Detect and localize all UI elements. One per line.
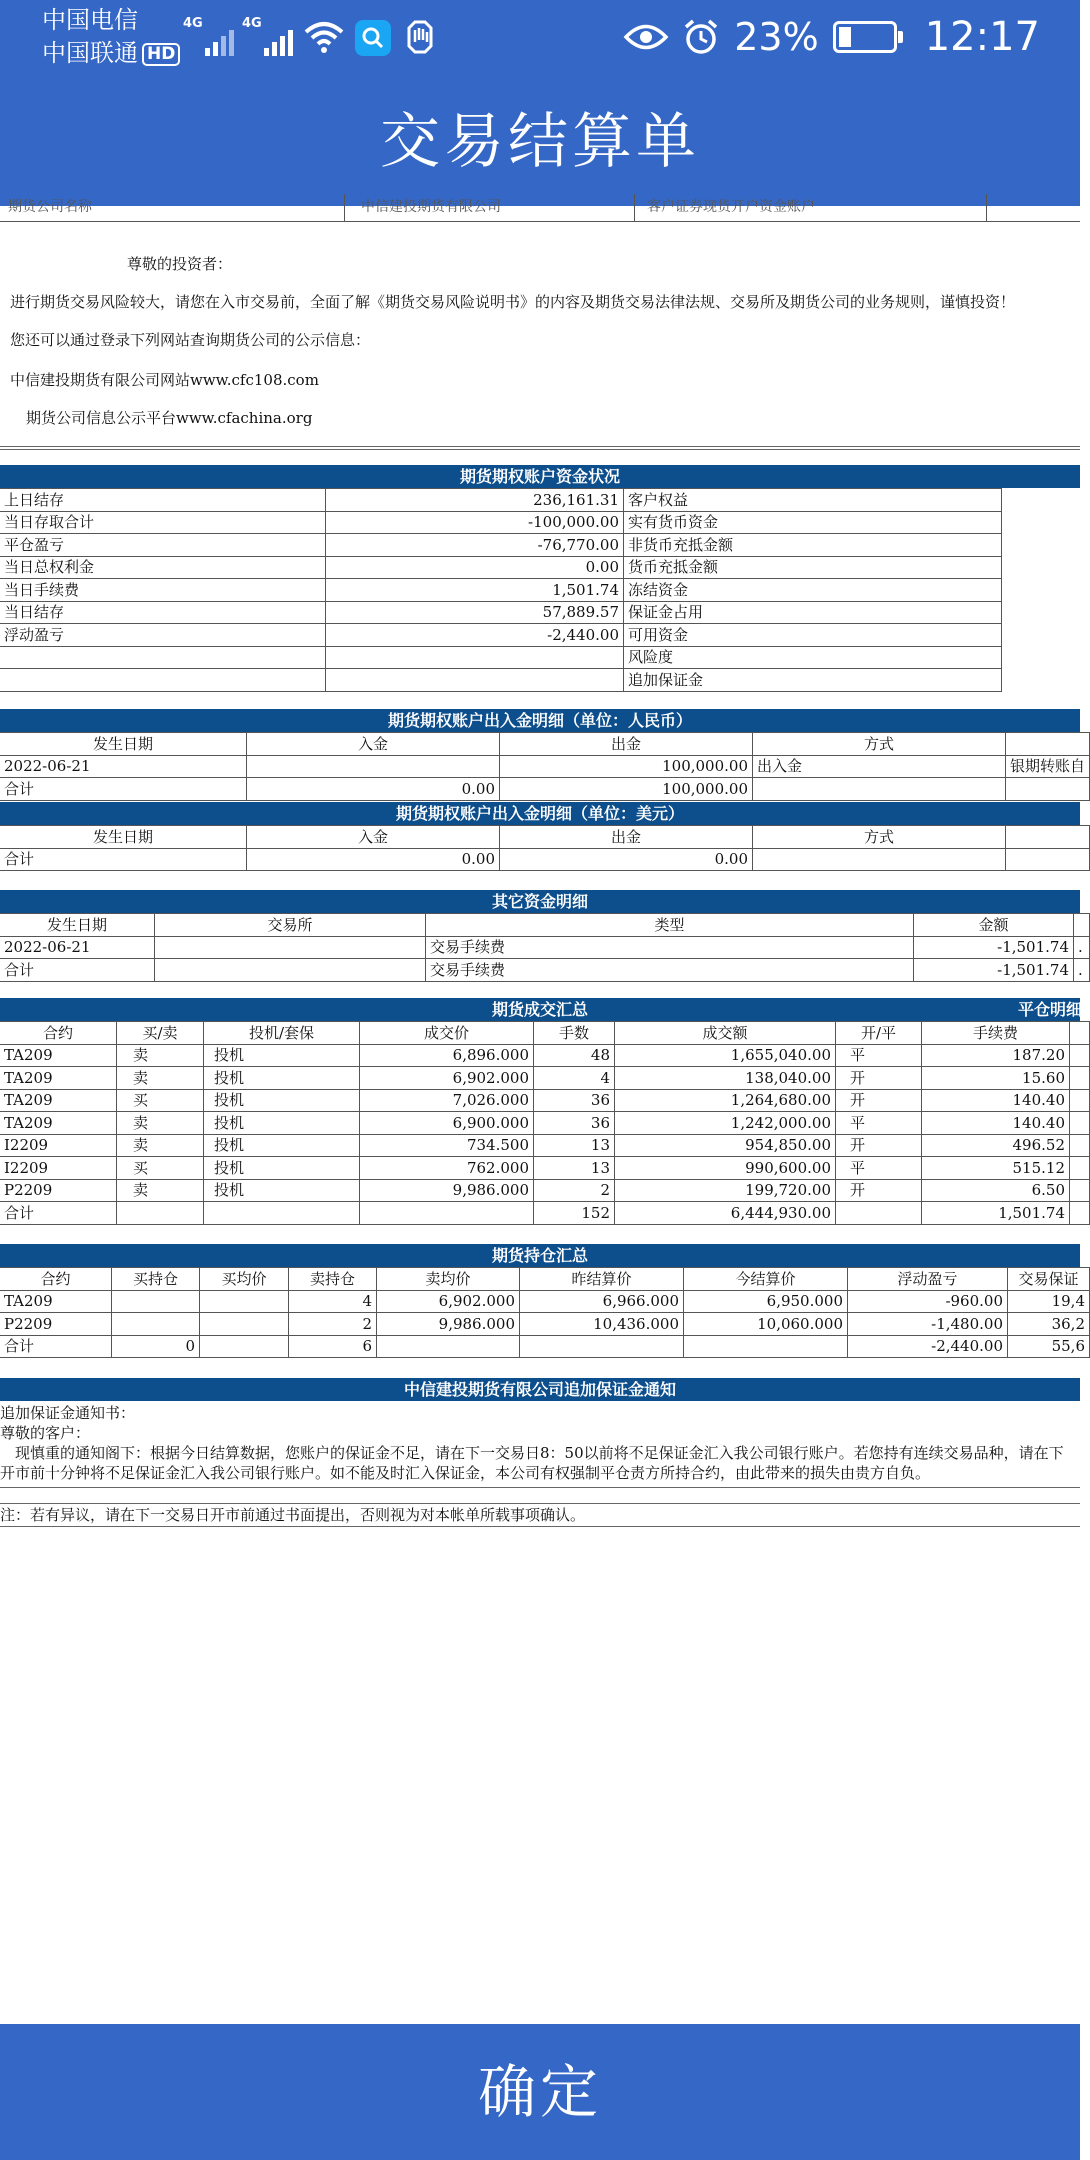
table-cell	[326, 646, 624, 669]
table-cell: 2022-06-21	[0, 755, 247, 778]
table-cell	[684, 1335, 848, 1358]
margin-notice-heading: 追加保证金通知书：	[0, 1404, 136, 1422]
table-cell: 9,986.000	[360, 1179, 534, 1202]
close-detail-title: 平仓明细	[1018, 1000, 1083, 1019]
table-cell	[1070, 1067, 1090, 1090]
hand-icon	[401, 18, 439, 56]
table-cell: 6,966.000	[520, 1290, 684, 1313]
table-cell: 140.40	[922, 1112, 1070, 1135]
company-name: 中信建投期货有限公司	[345, 194, 635, 221]
divider	[0, 1487, 1080, 1488]
hd-badge: HD	[142, 43, 180, 66]
divider	[0, 446, 1080, 447]
funds-table	[0, 488, 1090, 692]
table-cell: -2,440.00	[848, 1335, 1008, 1358]
column-header	[1006, 826, 1090, 849]
column-header: 交易所	[155, 914, 426, 937]
confirm-button[interactable]: 确定	[0, 2024, 1080, 2160]
table-cell: 100,000.00	[500, 755, 753, 778]
section-funds-title: 期货期权账户资金状况	[0, 465, 1080, 488]
table-cell	[112, 1290, 200, 1313]
table-cell: 6,902.000	[377, 1290, 520, 1313]
table-cell: 0.00	[326, 556, 624, 579]
table-cell	[1070, 1157, 1090, 1180]
section-usd-title: 期货期权账户出入金明细（单位：美元）	[0, 802, 1080, 825]
column-header	[1074, 914, 1090, 937]
table-cell: 平仓盈亏	[0, 534, 326, 557]
table-cell: 1,264,680.00	[615, 1089, 836, 1112]
table-cell: 货币充抵金额	[624, 556, 1002, 579]
table-cell	[1070, 1044, 1090, 1067]
funds-row	[0, 601, 1090, 624]
section-cny-title: 期货期权账户出入金明细（单位：人民币）	[0, 709, 1080, 732]
column-header: 成交额	[615, 1022, 836, 1045]
table-cell: 开	[836, 1089, 922, 1112]
column-header: 买持仓	[112, 1268, 200, 1291]
usd-table	[0, 825, 1090, 871]
column-header: 今结算价	[684, 1268, 848, 1291]
trade-row	[0, 1134, 1090, 1157]
table-cell: 买	[117, 1089, 204, 1112]
company-label: 期货公司名称	[0, 194, 345, 221]
funds-row	[0, 534, 1090, 557]
funds-row	[0, 579, 1090, 602]
table-cell: 236,161.31	[326, 489, 624, 512]
table-cell: 合计	[0, 1202, 117, 1225]
other-table	[0, 913, 1090, 982]
column-header: 投机/套保	[204, 1022, 360, 1045]
table-cell: 57,889.57	[326, 601, 624, 624]
positions-table	[0, 1267, 1090, 1358]
cny-row	[0, 755, 1090, 778]
table-cell	[1070, 1112, 1090, 1135]
cny-row	[0, 778, 1090, 801]
table-cell	[247, 755, 500, 778]
signal-icon	[242, 16, 293, 56]
table-cell: 138,040.00	[615, 1067, 836, 1090]
table-header-row	[0, 826, 1090, 849]
table-cell: TA209	[0, 1044, 117, 1067]
table-cell: 合计	[0, 848, 247, 871]
table-cell	[1070, 1022, 1090, 1045]
table-cell: 100,000.00	[500, 778, 753, 801]
table-cell: 投机	[204, 1067, 360, 1090]
table-cell: 55,6	[1008, 1335, 1090, 1358]
column-header: 卖持仓	[289, 1268, 377, 1291]
table-cell: -100,000.00	[326, 511, 624, 534]
table-cell: 投机	[204, 1089, 360, 1112]
table-cell: 2022-06-21	[0, 936, 155, 959]
trades-table	[0, 1021, 1090, 1225]
table-cell: 卖	[117, 1134, 204, 1157]
dispute-note: 注：若有异议，请在下一交易日开市前通过书面提出，否则视为对本帐单所载事项确认。	[0, 1506, 586, 1524]
column-header: 方式	[753, 733, 1006, 756]
table-cell: 开	[836, 1134, 922, 1157]
usd-row	[0, 848, 1090, 871]
section-trades-title	[0, 998, 1083, 1021]
table-cell	[155, 959, 426, 982]
table-cell: 13	[534, 1134, 615, 1157]
table-cell	[112, 1313, 200, 1336]
clock: 12:17	[924, 14, 1040, 60]
table-cell: 投机	[204, 1157, 360, 1180]
table-cell: 冻结资金	[624, 579, 1002, 602]
table-cell	[117, 1202, 204, 1225]
table-cell: 199,720.00	[615, 1179, 836, 1202]
table-cell: 平	[836, 1112, 922, 1135]
table-cell: 2	[534, 1179, 615, 1202]
table-cell: 卖	[117, 1044, 204, 1067]
divider	[0, 1526, 1080, 1527]
notice-greeting: 尊敬的投资者：	[127, 255, 233, 273]
table-cell: -2,440.00	[326, 624, 624, 647]
column-header	[1006, 733, 1090, 756]
carrier-2: 中国联通	[42, 39, 138, 67]
table-cell: 19,4	[1008, 1290, 1090, 1313]
table-cell: 762.000	[360, 1157, 534, 1180]
section-other-title: 其它资金明细	[0, 890, 1080, 913]
notice-risk-warning: 进行期货交易风险较大，请您在入市交易前，全面了解《期货交易风险说明书》的内容及期货交易法律法规、交易所及期货公司的业务规则，谨慎投资！	[10, 293, 1016, 311]
table-cell: 10,436.000	[520, 1313, 684, 1336]
table-cell	[753, 778, 1006, 801]
trade-row	[0, 1157, 1090, 1180]
carrier-1: 中国电信	[42, 6, 138, 34]
column-header: 开/平	[836, 1022, 922, 1045]
column-header: 手续费	[922, 1022, 1070, 1045]
eye-icon	[624, 22, 668, 52]
divider	[0, 1503, 1080, 1504]
column-header: 合约	[0, 1022, 117, 1045]
table-cell: .	[1074, 959, 1090, 982]
table-cell: P2209	[0, 1179, 117, 1202]
table-cell: -1,501.74	[914, 936, 1074, 959]
notice-query-info: 您还可以通过登录下列网站查询期货公司的公示信息：	[10, 331, 371, 349]
table-cell: 13	[534, 1157, 615, 1180]
status-bar	[0, 0, 1080, 74]
table-cell: 追加保证金	[624, 669, 1002, 692]
column-header: 入金	[247, 733, 500, 756]
column-header: 金额	[914, 914, 1074, 937]
table-cell: 平	[836, 1044, 922, 1067]
table-cell: -76,770.00	[326, 534, 624, 557]
table-cell: 当日手续费	[0, 579, 326, 602]
network-type-1: 4G	[183, 16, 203, 31]
column-header: 昨结算价	[520, 1268, 684, 1291]
margin-notice-body-1: 现慎重的通知阁下：根据今日结算数据，您账户的保证金不足，请在下一交易日8：50以前将不足保证金汇入我公司银行账户。若您持有连续交易品种，请在下	[0, 1444, 1064, 1462]
alarm-icon	[682, 18, 720, 56]
funds-row	[0, 511, 1090, 534]
table-cell: 36	[534, 1089, 615, 1112]
funds-row	[0, 669, 1090, 692]
table-cell: 当日总权利金	[0, 556, 326, 579]
table-cell: 6,900.000	[360, 1112, 534, 1135]
column-header: 发生日期	[0, 914, 155, 937]
table-header-row	[0, 914, 1090, 937]
table-cell: .	[1074, 936, 1090, 959]
table-cell: 1,501.74	[326, 579, 624, 602]
network-type-2: 4G	[242, 16, 262, 31]
table-cell: 投机	[204, 1044, 360, 1067]
search-app-icon	[355, 20, 391, 56]
table-cell: 0	[112, 1335, 200, 1358]
table-cell: 6.50	[922, 1179, 1070, 1202]
table-cell: 开	[836, 1067, 922, 1090]
trade-row	[0, 1089, 1090, 1112]
table-cell: 合计	[0, 959, 155, 982]
status-icons-left	[185, 16, 439, 56]
notice-company-site: 中信建投期货有限公司网站www.cfc108.com	[10, 371, 319, 389]
column-header: 交易保证	[1008, 1268, 1090, 1291]
table-cell: 6,950.000	[684, 1290, 848, 1313]
table-cell: 954,850.00	[615, 1134, 836, 1157]
trades-title: 期货成交汇总	[491, 1000, 588, 1019]
funds-row	[0, 489, 1090, 512]
table-cell: 非货币充抵金额	[624, 534, 1002, 557]
column-header: 发生日期	[0, 733, 247, 756]
section-margin-title: 中信建投期货有限公司追加保证金通知	[0, 1378, 1080, 1401]
table-cell	[377, 1335, 520, 1358]
table-cell: 2	[289, 1313, 377, 1336]
table-cell: 48	[534, 1044, 615, 1067]
trade-row	[0, 1067, 1090, 1090]
table-cell: 36,2	[1008, 1313, 1090, 1336]
table-cell: 出入金	[753, 755, 1006, 778]
table-cell: I2209	[0, 1134, 117, 1157]
table-cell: 交易手续费	[426, 936, 914, 959]
column-header: 手数	[534, 1022, 615, 1045]
other-row	[0, 959, 1090, 982]
table-cell: 交易手续费	[426, 959, 914, 982]
table-cell	[520, 1335, 684, 1358]
table-cell: 515.12	[922, 1157, 1070, 1180]
table-cell: 实有货币资金	[624, 511, 1002, 534]
table-cell: 36	[534, 1112, 615, 1135]
table-cell: 银期转账自	[1006, 755, 1090, 778]
table-cell: 4	[289, 1290, 377, 1313]
table-cell	[360, 1202, 534, 1225]
divider	[0, 449, 1080, 450]
funds-row	[0, 624, 1090, 647]
account-label: 客户证券现货开户资金账户	[635, 194, 987, 221]
table-cell	[200, 1313, 289, 1336]
table-cell: 0.00	[247, 778, 500, 801]
position-row	[0, 1313, 1090, 1336]
table-cell	[1006, 778, 1090, 801]
table-cell: TA209	[0, 1112, 117, 1135]
page-title: 交易结算单	[380, 107, 700, 177]
company-info-row	[0, 194, 1080, 222]
column-header: 发生日期	[0, 826, 247, 849]
trade-row	[0, 1044, 1090, 1067]
table-cell: 开	[836, 1179, 922, 1202]
cny-table	[0, 732, 1090, 801]
table-cell: 187.20	[922, 1044, 1070, 1067]
table-cell: 浮动盈亏	[0, 624, 326, 647]
table-cell: 15.60	[922, 1067, 1070, 1090]
table-cell: 当日结存	[0, 601, 326, 624]
table-cell: 6	[289, 1335, 377, 1358]
table-cell	[200, 1290, 289, 1313]
battery-icon	[833, 21, 897, 53]
column-header: 买/卖	[117, 1022, 204, 1045]
table-cell: 保证金占用	[624, 601, 1002, 624]
settlement-document[interactable]	[0, 199, 1086, 2024]
column-header: 方式	[753, 826, 1006, 849]
table-cell: 当日存取合计	[0, 511, 326, 534]
table-cell: 4	[534, 1067, 615, 1090]
wifi-icon	[303, 20, 345, 56]
margin-notice-body-2: 开市前十分钟将不足保证金汇入我公司银行账户。如不能及时汇入保证金，本公司有权强制平仓责方所持合约，由此带来的损失由贵方自负。	[0, 1464, 931, 1482]
column-header: 卖均价	[377, 1268, 520, 1291]
table-cell	[1006, 848, 1090, 871]
table-cell	[1070, 1089, 1090, 1112]
column-header: 出金	[500, 733, 753, 756]
table-cell: 投机	[204, 1112, 360, 1135]
table-cell: 0.00	[500, 848, 753, 871]
position-row	[0, 1290, 1090, 1313]
table-cell: 投机	[204, 1134, 360, 1157]
table-cell: TA209	[0, 1067, 117, 1090]
table-cell: 卖	[117, 1179, 204, 1202]
table-cell: 6,902.000	[360, 1067, 534, 1090]
table-cell: 152	[534, 1202, 615, 1225]
column-header: 类型	[426, 914, 914, 937]
trade-row	[0, 1202, 1090, 1225]
table-cell: 卖	[117, 1112, 204, 1135]
table-cell: 平	[836, 1157, 922, 1180]
table-cell	[1070, 1179, 1090, 1202]
table-cell	[836, 1202, 922, 1225]
table-cell: 买	[117, 1157, 204, 1180]
table-cell	[0, 646, 326, 669]
status-icons-right	[624, 12, 1040, 62]
notice-cfachina-site: 期货公司信息公示平台www.cfachina.org	[26, 409, 313, 427]
table-cell: 6,444,930.00	[615, 1202, 836, 1225]
funds-row	[0, 646, 1090, 669]
table-cell	[326, 669, 624, 692]
table-cell: TA209	[0, 1089, 117, 1112]
other-row	[0, 936, 1090, 959]
table-cell: 6,896.000	[360, 1044, 534, 1067]
table-cell: 990,600.00	[615, 1157, 836, 1180]
battery-percent: 23%	[734, 15, 819, 59]
column-header: 合约	[0, 1268, 112, 1291]
table-header-row	[0, 733, 1090, 756]
column-header: 买均价	[200, 1268, 289, 1291]
table-cell: 496.52	[922, 1134, 1070, 1157]
table-cell: -1,480.00	[848, 1313, 1008, 1336]
table-cell: 1,655,040.00	[615, 1044, 836, 1067]
table-cell: TA209	[0, 1290, 112, 1313]
table-cell: 140.40	[922, 1089, 1070, 1112]
table-cell	[204, 1202, 360, 1225]
table-cell: 上日结存	[0, 489, 326, 512]
table-cell	[753, 848, 1006, 871]
table-cell	[155, 936, 426, 959]
margin-notice-salutation: 尊敬的客户：	[0, 1424, 91, 1442]
table-cell: P2209	[0, 1313, 112, 1336]
table-cell: -960.00	[848, 1290, 1008, 1313]
table-cell: 1,501.74	[922, 1202, 1070, 1225]
table-cell: 卖	[117, 1067, 204, 1090]
table-cell: 合计	[0, 778, 247, 801]
column-header: 出金	[500, 826, 753, 849]
signal-icon	[183, 16, 234, 56]
table-cell: 10,060.000	[684, 1313, 848, 1336]
table-cell	[1070, 1134, 1090, 1157]
app-header	[0, 0, 1080, 206]
position-row	[0, 1335, 1090, 1358]
trade-row	[0, 1179, 1090, 1202]
table-cell: 9,986.000	[377, 1313, 520, 1336]
table-cell: 合计	[0, 1335, 112, 1358]
table-cell: 734.500	[360, 1134, 534, 1157]
table-header-row	[0, 1268, 1090, 1291]
carrier-info	[42, 4, 180, 70]
table-cell: 可用资金	[624, 624, 1002, 647]
table-cell: I2209	[0, 1157, 117, 1180]
column-header: 浮动盈亏	[848, 1268, 1008, 1291]
table-cell: 7,026.000	[360, 1089, 534, 1112]
column-header: 入金	[247, 826, 500, 849]
table-cell	[1070, 1202, 1090, 1225]
column-header: 成交价	[360, 1022, 534, 1045]
trade-row	[0, 1112, 1090, 1135]
funds-row	[0, 556, 1090, 579]
table-cell: 1,242,000.00	[615, 1112, 836, 1135]
table-cell: 客户权益	[624, 489, 1002, 512]
table-cell	[0, 669, 326, 692]
table-cell	[200, 1335, 289, 1358]
section-positions-title: 期货持仓汇总	[0, 1244, 1080, 1267]
table-cell: -1,501.74	[914, 959, 1074, 982]
table-header-row	[0, 1022, 1090, 1045]
table-cell: 投机	[204, 1179, 360, 1202]
table-cell: 风险度	[624, 646, 1002, 669]
table-cell: 0.00	[247, 848, 500, 871]
